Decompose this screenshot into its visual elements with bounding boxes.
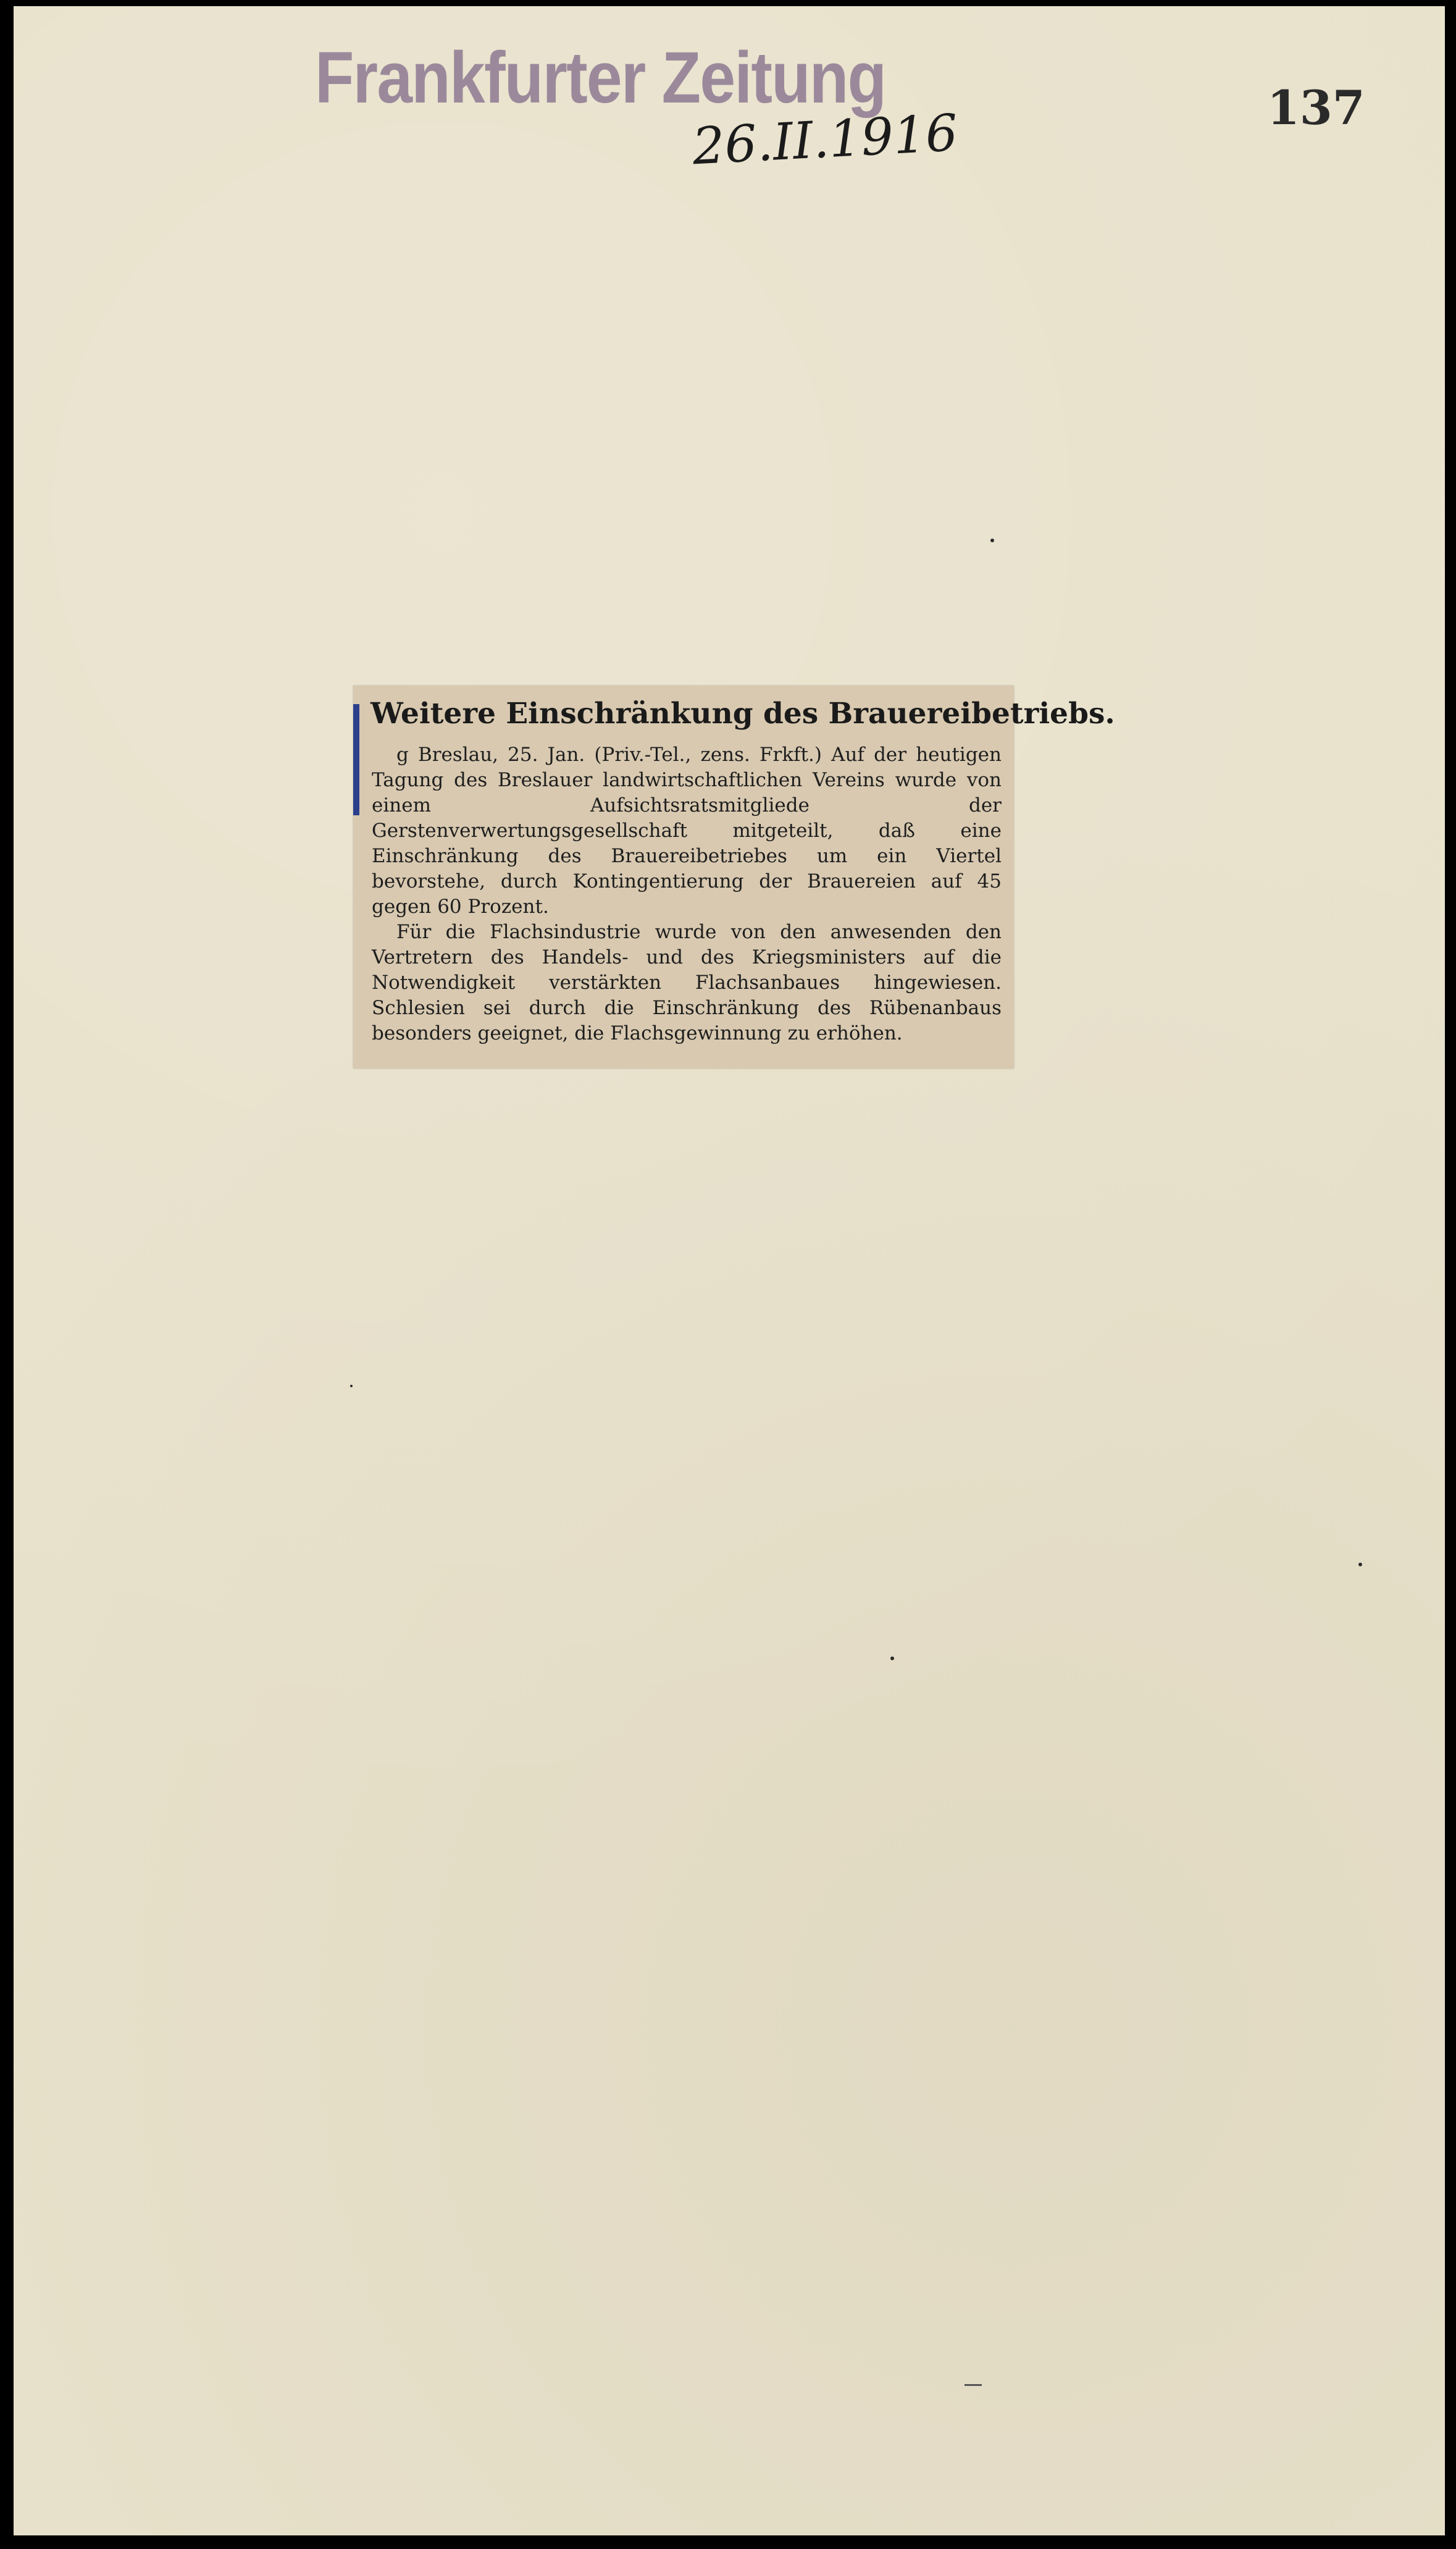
clipping-paragraph: Für die Flachsindustrie wurde von den anwesenden den Vertretern des Handels- und des Kriegsministers auf die Notwendigkeit verstärkten Flachsanbaues hingewiesen. Schlesien sei durch die Einschränkung des Rübenanbaus besonders geeignet, die Flachsgewinnung zu erhöhen. [372,921,1002,1044]
paper-speck [990,539,994,542]
paper-speck [350,1385,353,1387]
handwritten-date: 26.II.1916 [691,104,960,177]
clipping-edge-mark [353,704,359,815]
newspaper-stamp: Frankfurter Zeitung [315,37,886,119]
clipping-paragraph: g Breslau, 25. Jan. (Priv.-Tel., zens. Frkft.) Auf der heutigen Tagung des Breslauer landwirtschaftlichen Vereins wurde von einem Aufsichtsratsmitgliede der Gerstenverwertungsgesellschaft mitgeteilt, daß eine Einschränkung des Brauereibetriebes um ein Viertel bevorstehe, durch Kontingentierung der Brauereien auf 45 gegen 60 Prozent. [372,744,1002,918]
clipping-body [372,742,1002,1064]
archive-page [14,6,1445,2535]
page-number: 137 [1267,80,1365,135]
newspaper-clipping [353,686,1115,1069]
paper-speck [890,1657,894,1660]
clipping-headline: Weitere Einschränkung des Brauereibetriebs. [370,697,1115,731]
paper-speck [1358,1563,1362,1566]
paper-mark [964,2384,982,2386]
